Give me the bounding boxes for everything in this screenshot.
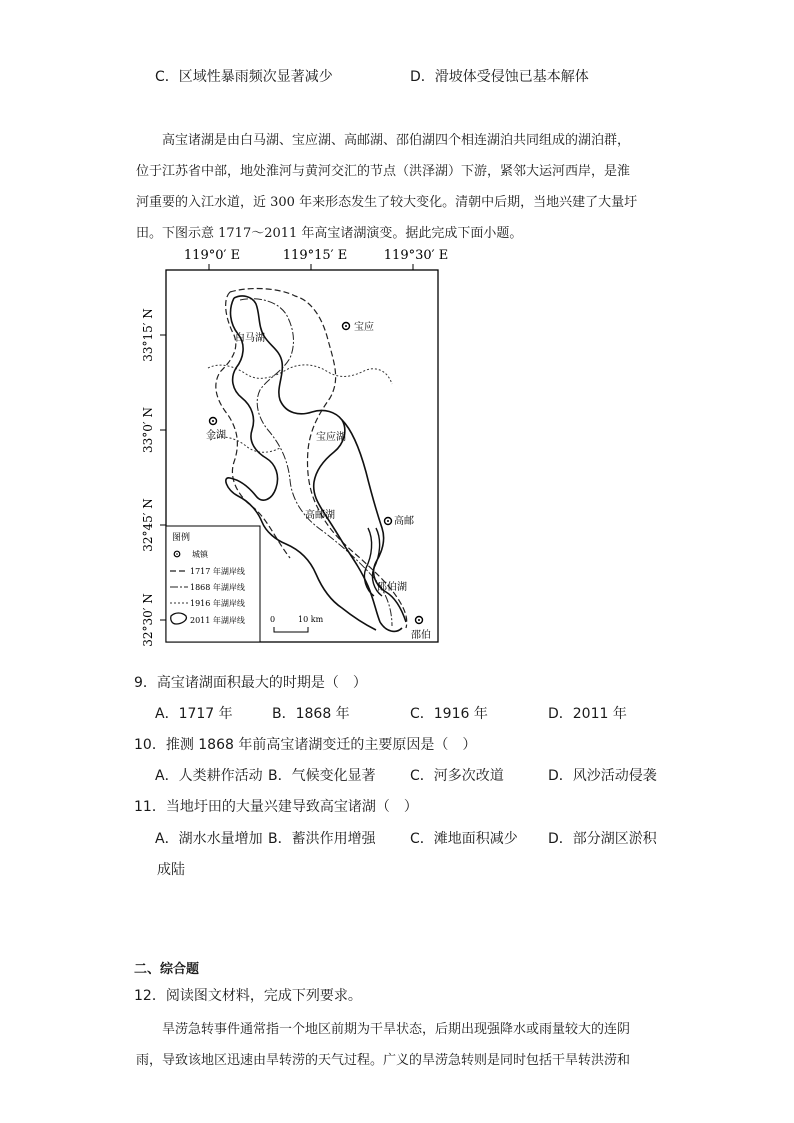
q10-option-a: A．人类耕作活动 [155, 768, 263, 784]
lake-label-baoying: 宝应湖 [316, 432, 346, 443]
town-label-baoying: 宝应 [354, 322, 374, 333]
q11-option-b: B．蓄洪作用增强 [268, 831, 376, 847]
legend-item-1868: 1868 年湖岸线 [190, 583, 245, 592]
legend-title: 图例 [172, 533, 191, 543]
q9-option-a: A．1717 年 [155, 706, 233, 722]
lat-label-1: 33°15′ N [141, 308, 155, 362]
map-legend [166, 526, 260, 642]
question-12-stem: 12．阅读图文材料，完成下列要求。 [134, 988, 362, 1004]
town-label-shaobo: 邵伯 [411, 630, 431, 641]
question-10-stem: 10．推测 1868 年前高宝诸湖变迁的主要原因是（ ） [134, 737, 477, 753]
lon-label-1: 119°0′ E [183, 248, 241, 263]
scale-distance: 10 km [298, 615, 324, 624]
lake-evolution-map [130, 240, 450, 660]
q10-option-d: D．风沙活动侵袭 [548, 768, 657, 784]
intro-line-2: 位于江苏省中部，地处淮河与黄河交汇的节点（洪泽湖）下游，紧邻大运河西岸，是淮 [136, 164, 631, 179]
intro-line-4: 田。下图示意 1717～2011 年高宝诸湖演变。据此完成下面小题。 [136, 226, 523, 241]
shoreline-1916 [208, 365, 392, 452]
q11-option-a: A．湖水水量增加 [155, 831, 263, 847]
q11-option-c: C．滩地面积减少 [410, 831, 518, 847]
option-d: D．滑坡体受侵蚀已基本解体 [410, 69, 589, 85]
q9-option-b: B．1868 年 [272, 706, 350, 722]
q10-option-b: B．气候变化显著 [268, 768, 376, 784]
q10-option-c: C．河多次改道 [410, 768, 504, 784]
q9-option-c: C．1916 年 [410, 706, 488, 722]
scale-zero: 0 [270, 615, 276, 624]
legend-item-town: 城镇 [192, 550, 208, 559]
lat-label-4: 32°30′ N [141, 593, 155, 647]
lake-label-shaobo: 邵伯湖 [377, 582, 407, 593]
town-label-jinhu: 金湖 [206, 430, 226, 441]
question-9-stem: 9．高宝诸湖面积最大的时期是（ ） [134, 675, 367, 691]
lake-label-gaoyou: 高邮湖 [305, 510, 335, 521]
lon-label-3: 119°30′ E [383, 248, 449, 263]
lat-label-3: 32°45′ N [141, 498, 155, 552]
question-11-stem: 11．当地圩田的大量兴建导致高宝诸湖（ ） [134, 799, 418, 815]
legend-item-1717: 1717 年湖岸线 [190, 567, 245, 576]
legend-item-1916: 1916 年湖岸线 [190, 599, 245, 608]
lat-label-2: 33°0′ N [141, 407, 155, 453]
lake-label-baima: 白马湖 [235, 333, 265, 344]
intro-line-3: 河重要的入江水道，近 300 年来形态发生了较大变化。清朝中后期，当地兴建了大量圩 [136, 195, 638, 210]
intro-line-1: 高宝诸湖是由白马湖、宝应湖、高邮湖、邵伯湖四个相连湖泊共同组成的湖泊群， [162, 133, 631, 148]
town-label-gaoyou: 高邮 [394, 516, 414, 527]
scale-bar [270, 615, 324, 632]
lon-label-2: 119°15′ E [282, 248, 348, 263]
section-2-heading: 二、综合题 [134, 962, 200, 977]
material-line-2: 雨，导致该地区迅速由旱转涝的天气过程。广义的旱涝急转则是同时包括干旱转洪涝和 [136, 1053, 631, 1068]
q11-option-d: D．部分湖区淤积 [548, 831, 657, 847]
q9-option-d: D．2011 年 [548, 706, 627, 722]
legend-item-2011: 2011 年湖岸线 [190, 616, 245, 625]
shoreline-1868 [240, 299, 392, 626]
option-c: C．区域性暴雨频次显著减少 [155, 69, 333, 85]
material-line-1: 旱涝急转事件通常指一个地区前期为干旱状态，后期出现强降水或雨量较大的连阴 [162, 1022, 631, 1037]
q11-option-d-continuation: 成陆 [157, 862, 185, 878]
